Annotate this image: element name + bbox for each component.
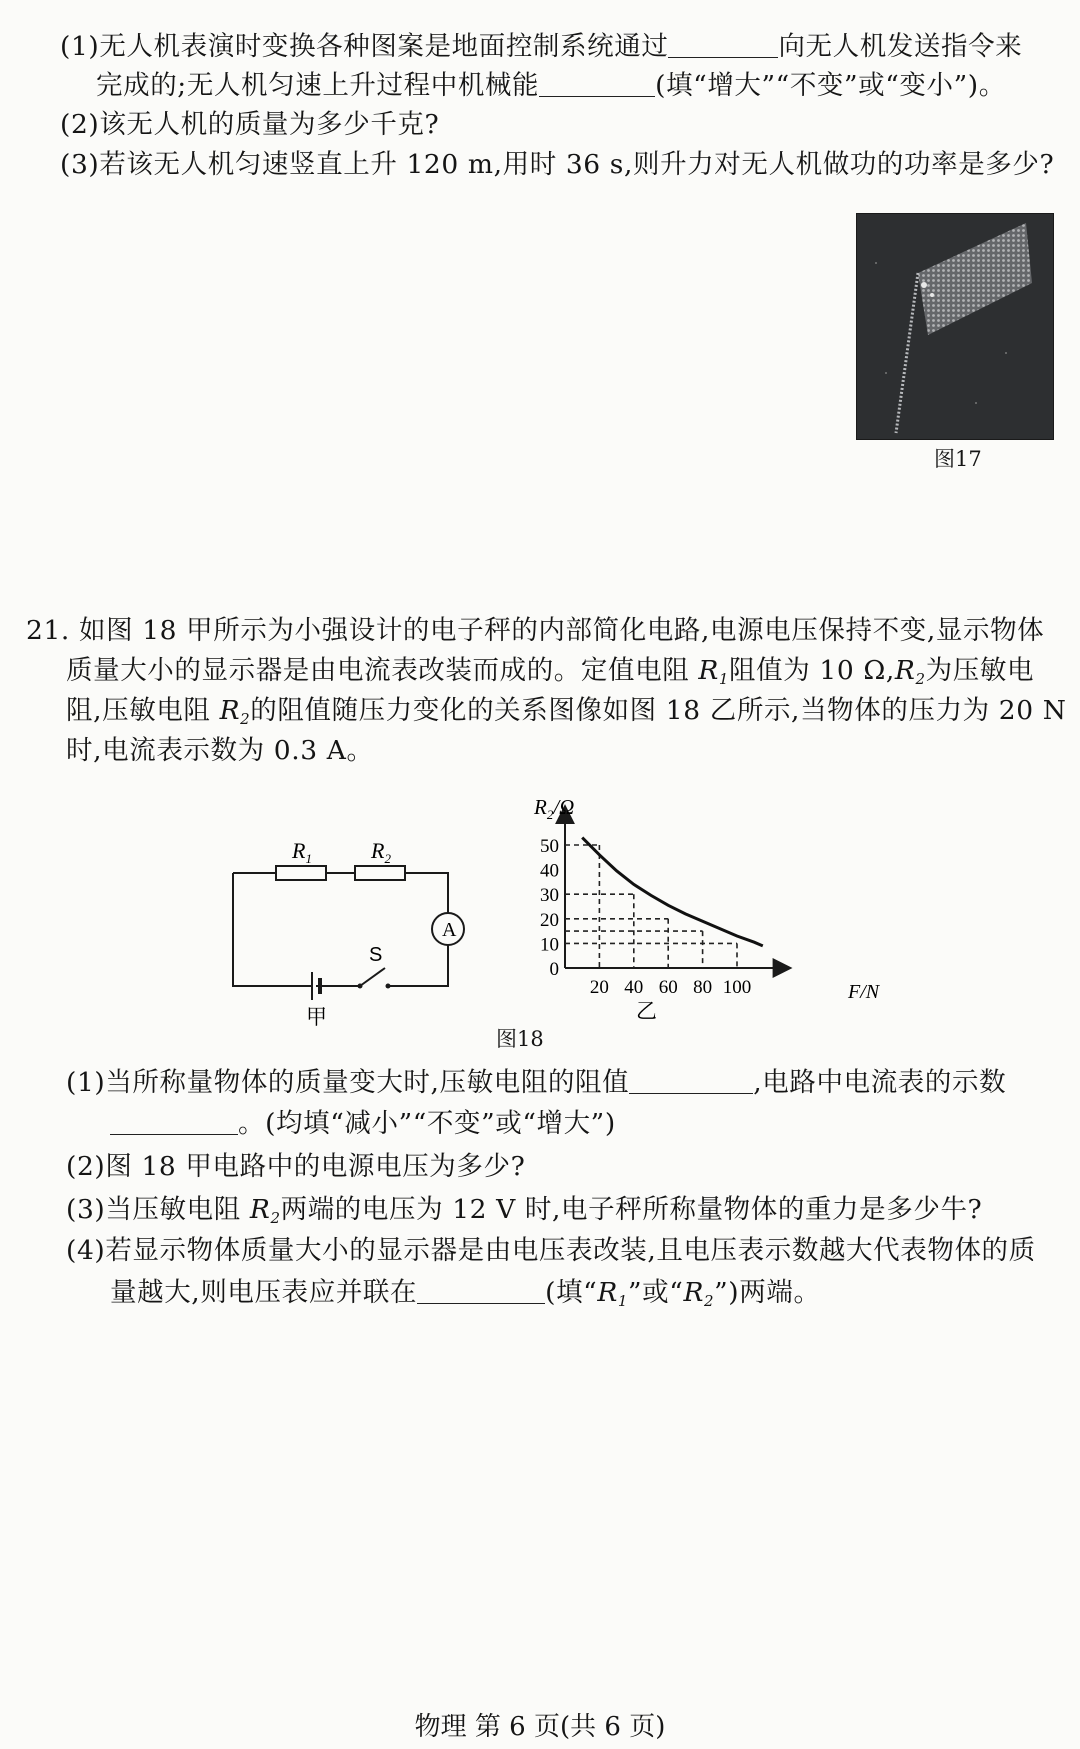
q20-part3: (3)若该无人机匀速竖直上升 120 m,用时 36 s,则升力对无人机做功的功率是多少? [60,149,1055,180]
y-tick-label: 40 [540,860,559,882]
r2-symbol: $R_2$ [249,1194,281,1227]
q20-part1-blank-1[interactable] [668,31,778,58]
figure17-caption: 图17 [934,447,982,471]
x-tick-label: 20 [589,977,609,998]
q20-part1-line1: (1)无人机表演时变换各种图案是地面控制系统通过 向无人机发送指令来 [60,31,1023,62]
ammeter-label: A [442,919,457,941]
r2-symbol: $R_2$ [894,655,926,688]
q21-part4-blank[interactable] [417,1277,545,1304]
resistor-r1 [276,866,326,880]
resistor-r2 [355,866,405,880]
q20-part2: (2)该无人机的质量为多少千克? [60,109,440,140]
figure18-caption: 图18 [496,1027,544,1051]
q20-part1-blank-2[interactable] [539,70,655,97]
circuit-label-r1: $R_1$ [292,838,312,866]
q21-stem-line3: 阻,压敏电阻 $R_2$的阻值随压力变化的关系图像如图 18 乙所示,当物体的压力为 20 N [66,695,1067,728]
y-axis-label: $R_2/\Omega$ [534,795,575,822]
q21-part1-blank-2[interactable] [110,1108,238,1135]
q21-part2: (2)图 18 甲电路中的电源电压为多少? [66,1151,526,1182]
q21-stem-line1: 21. 如图 18 甲所示为小强设计的电子秤的内部简化电路,电源电压保持不变,显示物体 [26,615,1045,646]
y-tick-label: 0 [549,959,559,980]
circuit-caption: 甲 [306,1005,327,1029]
switch-label: S [369,944,383,966]
r1-symbol: $R_1$ [698,655,730,688]
y-tick-label: 50 [540,836,559,857]
x-tick-label: 40 [624,977,644,998]
q21-part1-line1: (1)当所称量物体的质量变大时,压敏电阻的阻值 ,电路中电流表的示数 [66,1067,1007,1098]
y-tick-label: 30 [540,885,559,907]
graph-ticks [540,836,751,998]
figure17-photo [856,213,1054,440]
q21-part4-line1: (4)若显示物体质量大小的显示器是由电压表改装,且电压表示数越大代表物体的质 [66,1235,1036,1266]
q21-part3: (3)当压敏电阻 $R_2$两端的电压为 12 V 时,电子秤所称量物体的重力是多少牛? [66,1194,983,1227]
figure18-graph [534,792,910,1023]
q20-part1-line2: 完成的;无人机匀速上升过程中机械能 (填“增大”“不变”或“变小”)。 [96,70,1006,101]
circuit-label-r2: $R_2$ [371,838,391,866]
x-tick-label: 100 [722,977,752,998]
x-tick-label: 80 [693,977,713,998]
circuit-wire-left [233,873,312,986]
x-tick-label: 60 [658,977,678,998]
q21-stem-line4: 时,电流表示数为 0.3 A。 [66,735,374,766]
y-tick-label: 10 [540,934,559,956]
series-line-r2 [582,838,763,946]
q21-stem-line2: 质量大小的显示器是由电流表改装而成的。定值电阻 $R_1$阻值为 10 $\Omega,R_2$为压敏电 [66,655,1035,688]
graph-caption: 乙 [636,999,657,1023]
q21-part4-line2: 量越大,则电压表应并联在 (填“$R_1$”或“$R_2$”)两端。 [110,1277,821,1310]
r2-symbol: $R_2$ [219,695,251,728]
r2-symbol: $R_2$ [683,1277,715,1310]
q21-part1-line2: 。(均填“减小”“不变”或“增大”) [110,1107,616,1141]
page-footer: 物理 第 6 页(共 6 页) [414,1712,666,1742]
q21-part1-blank-1[interactable] [629,1067,753,1094]
x-axis-label: F/N [848,981,880,1003]
figure18-circuit [220,818,470,1029]
graph-guides [565,845,737,968]
switch-blade [360,968,385,986]
r1-symbol: $R_1$ [597,1277,629,1310]
y-tick-label: 20 [540,909,559,931]
